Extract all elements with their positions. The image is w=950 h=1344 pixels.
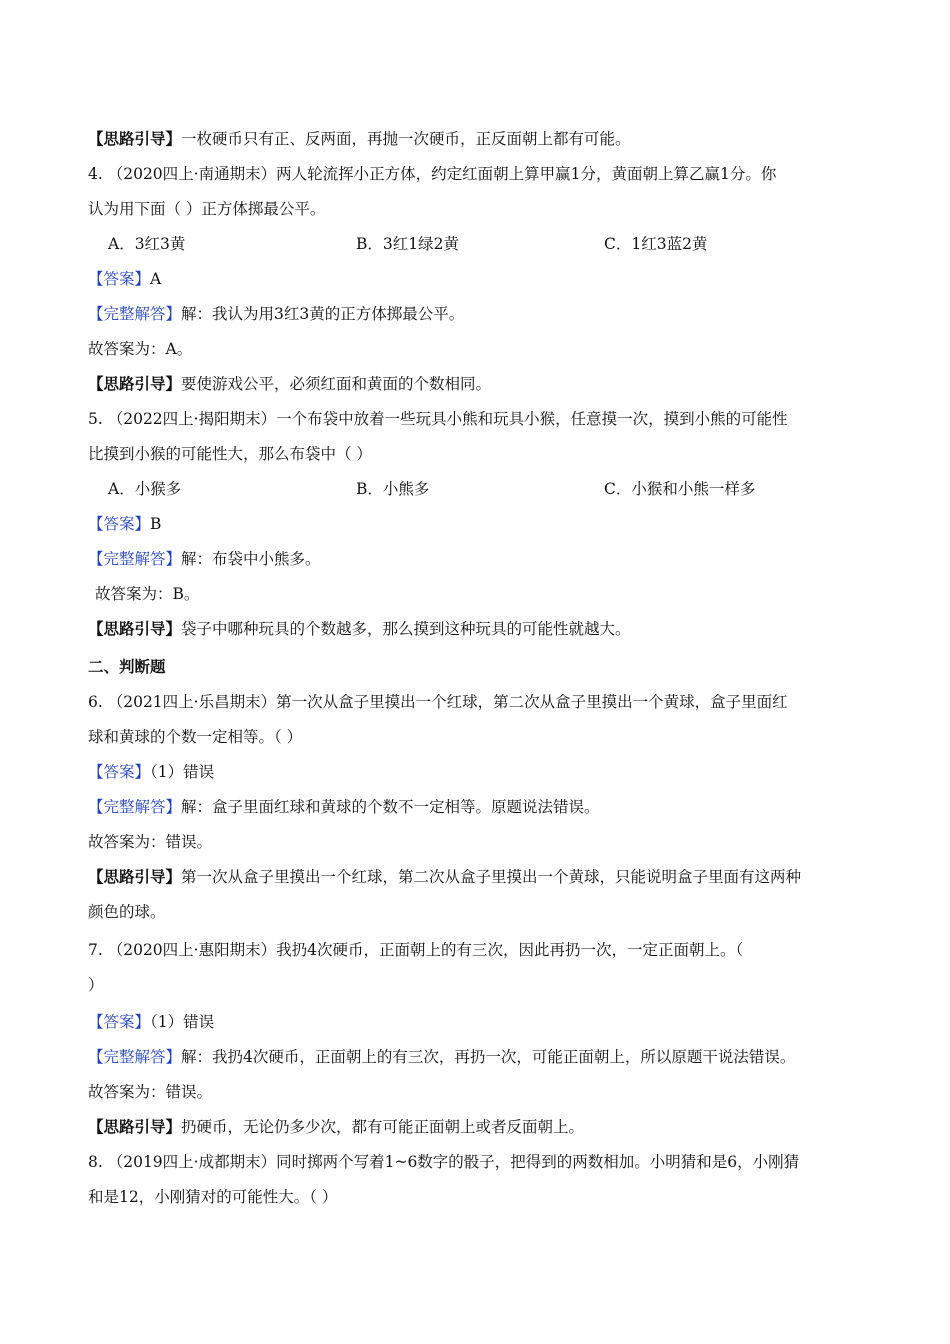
question-5-line1: 5. （2022四上·揭阳期末）一个布袋中放着一些玩具小熊和玩具小猴，任意摸一次，摸到小熊的可能性 bbox=[88, 410, 788, 428]
question-4-line2: 认为用下面（ ）正方体掷最公平。 bbox=[88, 200, 326, 218]
answer-value: （1）错误 bbox=[150, 1013, 215, 1031]
question-6-full-solution bbox=[88, 796, 600, 818]
answer-tag: 【答案】 bbox=[88, 1013, 151, 1031]
full-solution-tag: 【完整解答】 bbox=[88, 550, 182, 568]
question-7-line2: ） bbox=[88, 976, 104, 994]
question-4-option-a: A．3红3黄 bbox=[108, 235, 186, 253]
question-6-hint-line2: 颜色的球。 bbox=[88, 903, 166, 921]
question-5-full-solution bbox=[88, 548, 321, 570]
answer-value: B bbox=[150, 515, 162, 533]
hint-tag: 【思路引导】 bbox=[88, 867, 182, 886]
question-6-line2: 球和黄球的个数一定相等。（ ） bbox=[88, 728, 303, 746]
answer-value: A bbox=[150, 270, 162, 288]
question-4-full-solution bbox=[88, 303, 464, 325]
full-solution-text: 解：盒子里面红球和黄球的个数不一定相等。原题说法错误。 bbox=[181, 798, 600, 816]
answer-tag: 【答案】 bbox=[88, 515, 151, 533]
question-5-option-a: A．小猴多 bbox=[108, 480, 182, 498]
question-5-final: 故答案为：B。 bbox=[95, 585, 200, 603]
question-7-hint bbox=[88, 1116, 584, 1138]
question-8-line1: 8. （2019四上·成都期末）同时掷两个写着1~6数字的骰子，把得到的两数相加。小明猜和是6，小刚猜 bbox=[88, 1153, 800, 1171]
question-5-hint bbox=[88, 618, 631, 640]
hint-line bbox=[88, 128, 631, 150]
question-4-option-b: B．3红1绿2黄 bbox=[356, 235, 459, 253]
question-5-option-b: B．小熊多 bbox=[356, 480, 430, 498]
question-8-line2: 和是12，小刚猜对的可能性大。（ ） bbox=[88, 1188, 338, 1206]
answer-tag: 【答案】 bbox=[88, 270, 151, 288]
question-5-option-c: C．小猴和小熊一样多 bbox=[604, 480, 756, 498]
answer-tag: 【答案】 bbox=[88, 763, 151, 781]
question-7-final: 故答案为：错误。 bbox=[88, 1083, 213, 1101]
hint-tag: 【思路引导】 bbox=[88, 619, 182, 638]
full-solution-text: 解：布袋中小熊多。 bbox=[181, 550, 321, 568]
question-4-hint bbox=[88, 373, 491, 395]
question-7-full-solution bbox=[88, 1046, 795, 1068]
question-7-answer bbox=[88, 1011, 214, 1033]
question-4-final: 故答案为：A。 bbox=[88, 340, 193, 358]
full-solution-tag: 【完整解答】 bbox=[88, 305, 182, 323]
question-4-answer bbox=[88, 268, 161, 290]
question-7-line1: 7. （2020四上·惠阳期末）我扔4次硬币，正面朝上的有三次，因此再扔一次，一定正面朝上。（ bbox=[88, 941, 744, 959]
full-solution-text: 解：我认为用3红3黄的正方体掷最公平。 bbox=[181, 305, 465, 323]
hint-tag: 【思路引导】 bbox=[88, 374, 182, 393]
hint-text: 扔硬币，无论仍多少次，都有可能正面朝上或者反面朝上。 bbox=[181, 1118, 585, 1136]
question-5-line2: 比摸到小猴的可能性大，那么布袋中（ ） bbox=[88, 445, 372, 463]
question-6-line1: 6. （2021四上·乐昌期末）第一次从盒子里摸出一个红球，第二次从盒子里摸出一个黄球，盒子里面红 bbox=[88, 693, 788, 711]
question-6-answer bbox=[88, 761, 214, 783]
full-solution-tag: 【完整解答】 bbox=[88, 1048, 182, 1066]
hint-text: 袋子中哪种玩具的个数越多，那么摸到这种玩具的可能性就越大。 bbox=[181, 620, 631, 638]
full-solution-tag: 【完整解答】 bbox=[88, 798, 182, 816]
question-6-hint bbox=[88, 866, 801, 888]
hint-text: 一枚硬币只有正、反两面，再抛一次硬币，正反面朝上都有可能。 bbox=[181, 130, 631, 148]
hint-tag: 【思路引导】 bbox=[88, 129, 182, 148]
hint-text: 要使游戏公平，必须红面和黄面的个数相同。 bbox=[181, 375, 492, 393]
question-6-final: 故答案为：错误。 bbox=[88, 833, 213, 851]
question-5-answer bbox=[88, 513, 161, 535]
hint-text: 第一次从盒子里摸出一个红球，第二次从盒子里摸出一个黄球，只能说明盒子里面有这两种 bbox=[181, 868, 802, 886]
section-heading: 二、判断题 bbox=[88, 657, 166, 676]
full-solution-text: 解：我扔4次硬币，正面朝上的有三次，再扔一次，可能正面朝上，所以原题干说法错误。 bbox=[181, 1048, 796, 1066]
question-4-line1: 4. （2020四上·南通期末）两人轮流挥小正方体，约定红面朝上算甲赢1分，黄面朝上算乙赢1分。你 bbox=[88, 165, 777, 183]
question-4-option-c: C．1红3蓝2黄 bbox=[604, 235, 708, 253]
hint-tag: 【思路引导】 bbox=[88, 1117, 182, 1136]
answer-value: （1）错误 bbox=[150, 763, 215, 781]
